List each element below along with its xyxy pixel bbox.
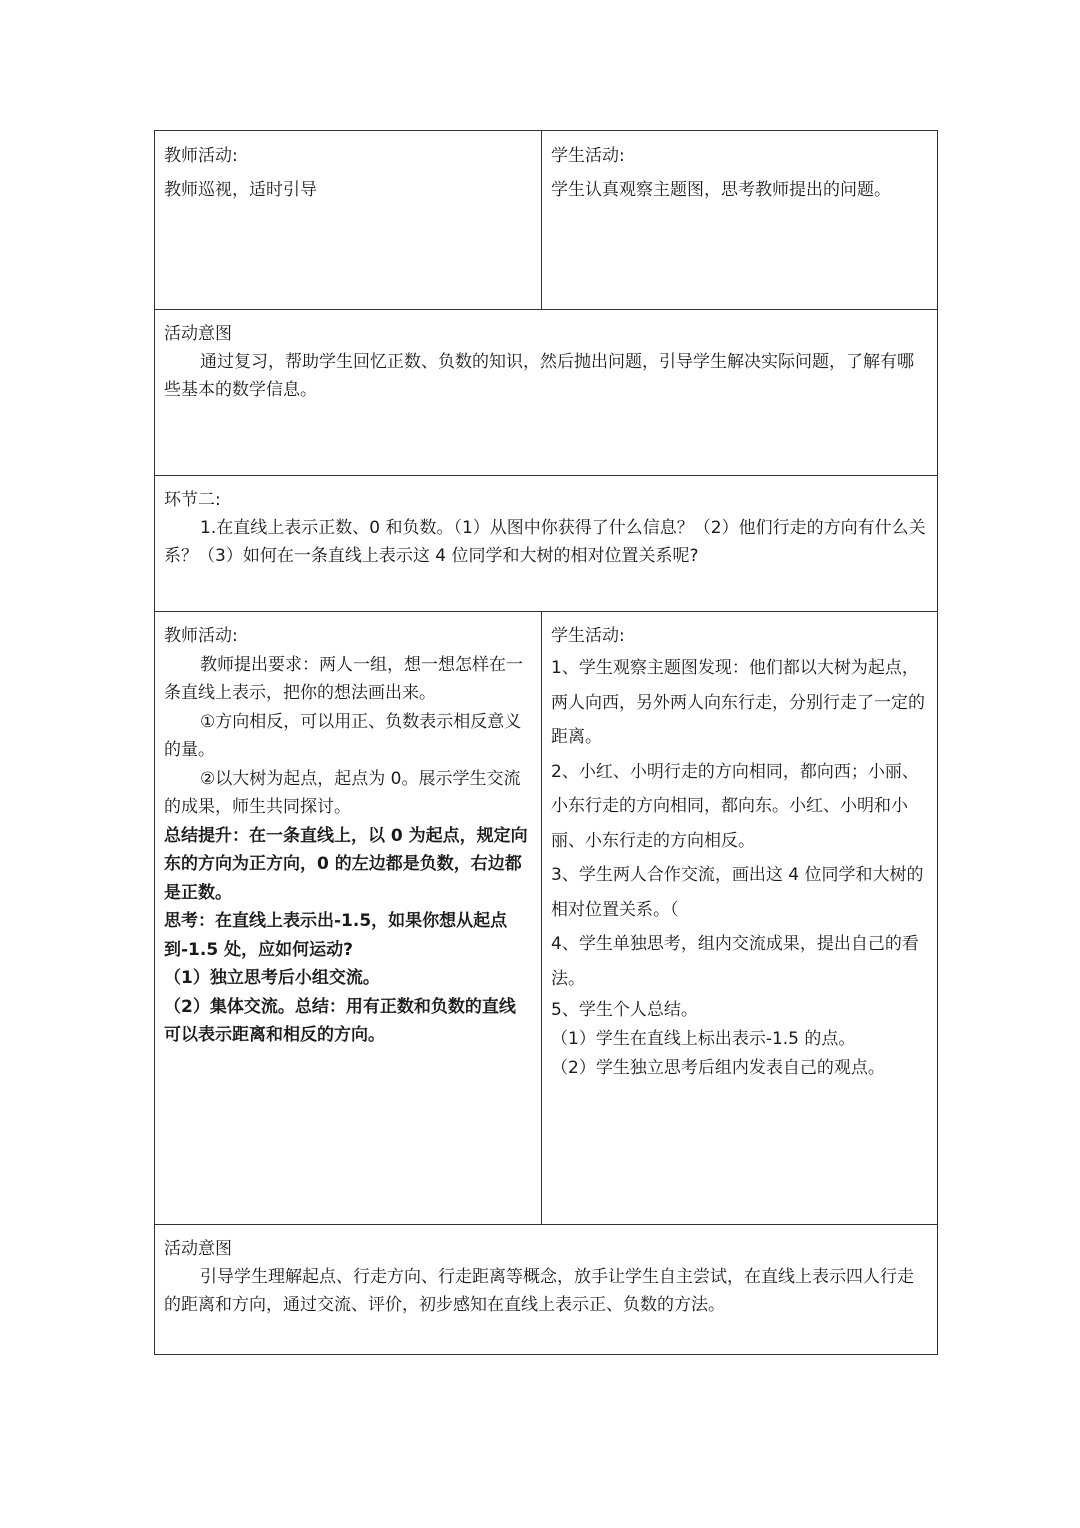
row-stage-2 (155, 475, 937, 611)
lesson-plan-table (154, 130, 938, 1355)
stage-label: 环节二: (164, 490, 221, 510)
intent-label: 活动意图 (164, 324, 232, 344)
teacher-line: 教师提出要求：两人一组，想一想怎样在一条直线上表示，把你的想法画出来。 (164, 654, 523, 703)
teacher-activity-cell (155, 131, 542, 309)
student-activity-cell (542, 131, 937, 309)
row-activity-1 (155, 131, 937, 309)
student-line: 3、学生两人合作交流，画出这 4 位同学和大树的相对位置关系。（ (551, 865, 924, 920)
intent-cell (155, 310, 937, 475)
row-activity-2 (155, 611, 937, 1224)
student-line: 1、学生观察主题图发现：他们都以大树为起点，两人向西，另外两人向东行走，分别行走了一定的距离。 (551, 658, 925, 747)
student-activity-label-2: 学生活动: (551, 626, 625, 646)
row-intent-1 (155, 309, 937, 475)
student-activity-text: 学生认真观察主题图，思考教师提出的问题。 (551, 180, 891, 200)
intent-cell-2 (155, 1225, 937, 1354)
teacher-activity-cell-2 (155, 612, 542, 1224)
summary-text: 总结提升：在一条直线上，以 0 为起点，规定向东的方向为正方向，0 的左边都是负数，右边都是正数。 (164, 825, 528, 903)
row-intent-2 (155, 1224, 937, 1354)
intent-text-2: 引导学生理解起点、行走方向、行走距离等概念，放手让学生自主尝试，在直线上表示四人行走的距离和方向，通过交流、评价，初步感知在直线上表示正、负数的方法。 (164, 1267, 914, 1315)
student-activity-cell-2 (542, 612, 937, 1224)
teacher-activity-text: 教师巡视，适时引导 (164, 180, 317, 200)
stage-text: 1.在直线上表示正数、0 和负数。（1）从图中你获得了什么信息？（2）他们行走的方向有什么关系？（3）如何在一条直线上表示这 4 位同学和大树的相对位置关系呢? (164, 518, 926, 566)
teacher-activity-label: 教师活动: (164, 146, 238, 166)
think-text: 思考：在直线上表示出-1.5，如果你想从起点到-1.5 处，应如何运动? (164, 911, 508, 960)
student-sub-line: （2）学生独立思考后组内发表自己的观点。 (551, 1058, 885, 1078)
student-line: 5、学生个人总结。 (551, 1000, 698, 1020)
student-line: 2、小红、小明行走的方向相同，都向西；小丽、小东行走的方向相同，都向东。小红、小明和小丽、小东行走的方向相反。 (551, 761, 919, 851)
teacher-line: ①方向相反，可以用正、负数表示相反意义的量。 (164, 711, 522, 760)
student-sub-line: （1）学生在直线上标出表示-1.5 的点。 (551, 1029, 856, 1049)
think-step-2: （2）集体交流。总结：用有正数和负数的直线可以表示距离和相反的方向。 (164, 996, 516, 1045)
teacher-activity-label-2: 教师活动: (164, 626, 238, 646)
intent-label-2: 活动意图 (164, 1239, 232, 1259)
student-line: 4、学生单独思考，组内交流成果，提出自己的看法。 (551, 934, 919, 989)
student-activity-label: 学生活动: (551, 146, 625, 166)
think-step-1: （1）独立思考后小组交流。 (164, 968, 380, 988)
stage-cell (155, 476, 937, 611)
teacher-line: ②以大树为起点，起点为 0。展示学生交流的成果，师生共同探讨。 (164, 768, 521, 817)
intent-text: 通过复习，帮助学生回忆正数、负数的知识，然后抛出问题，引导学生解决实际问题，了解有哪些基本的数学信息。 (164, 352, 914, 400)
